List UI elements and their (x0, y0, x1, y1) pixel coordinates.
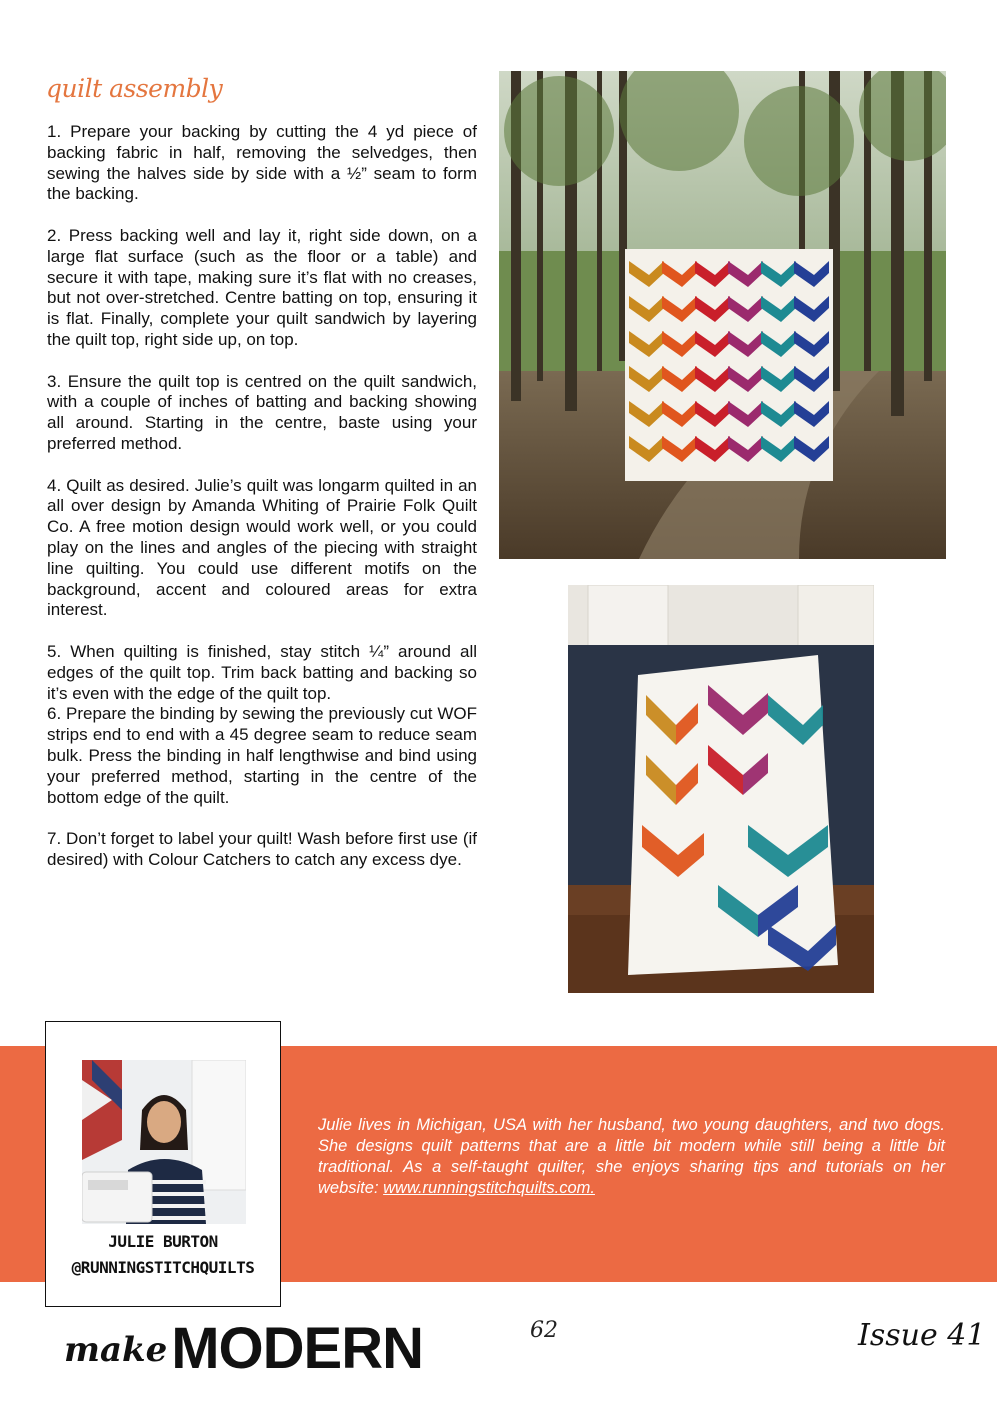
step-5: 5. When quilting is finished, stay stitch ¼” around all edges of the quilt top. Trim back batting and backing so it’s even with the edge of the quilt top. (47, 641, 477, 703)
step-2: 2. Press backing well and lay it, right side down, on a large flat surface (such as the floor or a table) and secure it with tape, making sure it’s flat with no creases, but not over-stretched. Centre batting on top, ensuring it is flat. Finally, complete your quilt sandwich by layering the quilt top, right side up, on top. (47, 225, 477, 349)
make-modern-logo (64, 1308, 423, 1381)
bio-text: Julie lives in Michigan, USA with her husband, two young daughters, and two dogs. She designs quilt patterns that are a little bit modern while still being a little bit traditional. As a self-taught quilter, she enjoys sharing tips and tutorials on her website: (318, 1116, 945, 1197)
logo-modern-text: MODERN (171, 1316, 423, 1381)
step-7: 7. Don’t forget to label your quilt! Wash before first use (if desired) with Colour Catchers to catch any excess dye. (47, 829, 477, 869)
author-card (45, 1021, 281, 1307)
step-3: 3. Ensure the quilt top is centred on the quilt sandwich, with a couple of inches of batting and backing showing all around. Starting in the centre, baste using your preferred method. (47, 371, 477, 453)
forest-quilt-illustration (499, 71, 946, 559)
quilt-couch (628, 655, 838, 975)
author-name: JULIE BURTON (108, 1232, 218, 1251)
author-handle: @RUNNINGSTITCHQUILTS (71, 1258, 255, 1277)
couch-quilt-photo (568, 585, 874, 993)
author-portrait (82, 1060, 246, 1224)
author-bio (318, 1115, 945, 1199)
portrait-illustration (82, 1060, 246, 1224)
step-6: 6. Prepare the binding by sewing the previously cut WOF strips end to end with a 45 degree seam to reduce seam bulk. Press the binding in half lengthwise and bind using your preferred method, starting in the centre of the bottom edge of the quilt. (47, 704, 477, 807)
forest-quilt-photo (499, 71, 946, 559)
couch-quilt-illustration (568, 585, 874, 993)
issue-label: Issue 41 (858, 1318, 986, 1353)
step-1: 1. Prepare your backing by cutting the 4 yd piece of backing fabric in half, removing the selvedges, then sewing the halves side by side with a ½” seam to form the backing. (47, 122, 477, 204)
logo-make-text: make (64, 1330, 168, 1370)
website-link[interactable]: www.runningstitchquilts.com. (383, 1179, 595, 1197)
assembly-steps (47, 122, 477, 891)
step-4: 4. Quilt as desired. Julie’s quilt was longarm quilted in an all over design by Amanda Whiting of Prairie Folk Quilt Co. A free motion design would work well, or you could play on the lines and angles of the piecing with straight line quilting. You could use different motifs on the background, accent and coloured areas for extra interest. (47, 475, 477, 620)
page-number: 62 (530, 1318, 558, 1343)
section-title: quilt assembly (46, 74, 223, 103)
